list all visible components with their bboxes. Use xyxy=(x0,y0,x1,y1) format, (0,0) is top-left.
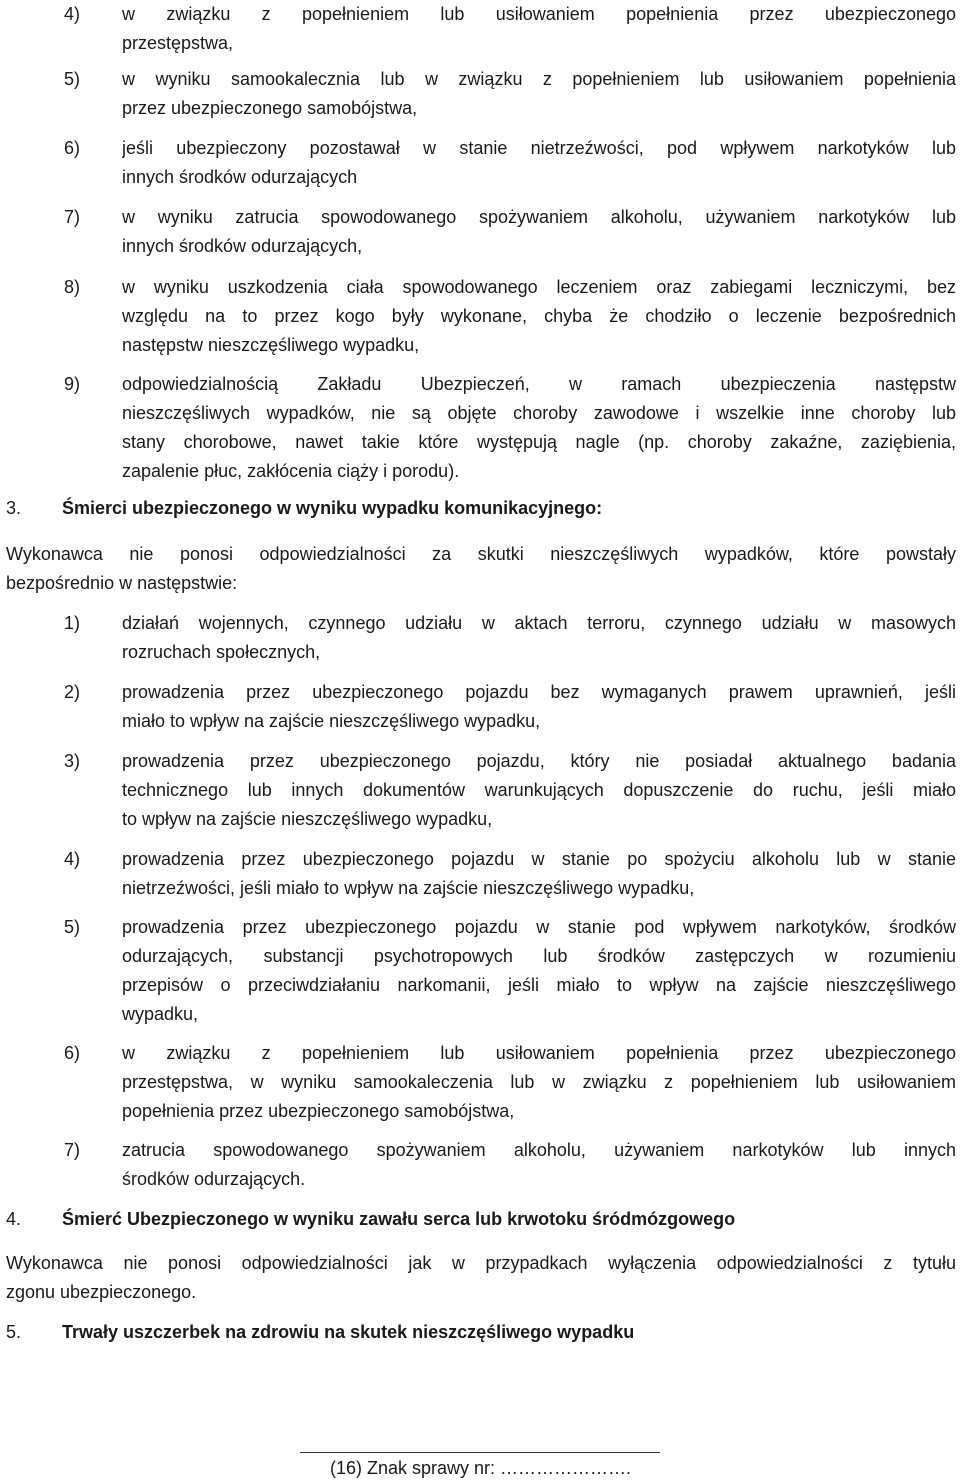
text-line: przepisów o przeciwdziałaniu narkomanii, jeśli miało to wpływ na zajście nieszczęśliwego xyxy=(122,975,956,995)
text-line: przez ubezpieczonego samobójstwa, xyxy=(122,98,418,118)
text-line: przestępstwa, xyxy=(122,33,234,53)
text-line: w wyniku samookalecznia lub w związku z popełnieniem lub usiłowaniem popełnienia xyxy=(122,69,956,89)
section-number: 3. xyxy=(6,498,22,518)
text-line: nietrzeźwości, jeśli miało to wpływ na zajście nieszczęśliwego wypadku, xyxy=(122,878,695,898)
list-item-number: 6) xyxy=(64,1043,81,1063)
footer-divider xyxy=(300,1452,660,1453)
section-number: 4. xyxy=(6,1209,22,1229)
list-item-text xyxy=(122,370,956,486)
section-number: 5. xyxy=(6,1322,22,1342)
text-line: technicznego lub innych dokumentów warunkujących dopuszczenie do ruchu, jeśli miało xyxy=(122,780,956,800)
list-item-text xyxy=(122,913,956,1029)
text-line: w związku z popełnieniem lub usiłowaniem popełnienia przez ubezpieczonego xyxy=(122,4,956,24)
text-line: zapalenie płuc, zakłócenia ciąży i porodu). xyxy=(122,461,460,481)
text-line: rozruchach społecznych, xyxy=(122,642,321,662)
list-item-text xyxy=(122,1039,956,1126)
section-heading xyxy=(6,494,956,523)
text-line: wypadku, xyxy=(122,1004,199,1024)
text-line: innych środków odurzających, xyxy=(122,236,363,256)
section-intro xyxy=(6,540,956,598)
list-item-text xyxy=(122,845,956,903)
section-heading xyxy=(6,1318,956,1347)
text-line: prowadzenia przez ubezpieczonego pojazdu, który nie posiadał aktualnego badania xyxy=(122,751,956,771)
text-line: prowadzenia przez ubezpieczonego pojazdu w stanie pod wpływem narkotyków, środków xyxy=(122,917,956,937)
text-line: względu na to przez kogo były wykonane, chyba że chodziło o leczenie bezpośrednich xyxy=(122,306,956,326)
text-line: przestępstwa, w wyniku samookaleczenia lub w związku z popełnieniem lub usiłowaniem xyxy=(122,1072,956,1092)
text-line: odpowiedzialnością Zakładu Ubezpieczeń, w ramach ubezpieczenia następstw xyxy=(122,374,956,394)
list-item-number: 2) xyxy=(64,682,81,702)
text-line: w wyniku zatrucia spowodowanego spożywaniem alkoholu, używaniem narkotyków lub xyxy=(122,207,956,227)
list-item-text xyxy=(122,273,956,360)
list-item-number: 3) xyxy=(64,751,81,771)
list-item-text xyxy=(122,678,956,736)
list-item-text xyxy=(122,1136,956,1194)
text-line: w wyniku uszkodzenia ciała spowodowanego leczeniem oraz zabiegami leczniczymi, bez xyxy=(122,277,956,297)
section-title: Trwały uszczerbek na zdrowiu na skutek nieszczęśliwego wypadku xyxy=(62,1322,635,1342)
section-title: Śmierć Ubezpieczonego w wyniku zawału serca lub krwotoku śródmózgowego xyxy=(62,1209,736,1229)
page-footer: (16) Znak sprawy nr: …………………. xyxy=(330,1458,632,1478)
text-line: stany chorobowe, nawet takie które występują nagle (np. choroby zakaźne, zaziębienia, xyxy=(122,432,956,452)
list-item-number: 4) xyxy=(64,4,81,24)
list-item-text xyxy=(122,134,956,192)
list-item-number: 9) xyxy=(64,374,81,394)
section-title: Śmierci ubezpieczonego w wyniku wypadku komunikacyjnego: xyxy=(62,498,603,518)
list-item-text xyxy=(122,203,956,261)
section-body xyxy=(6,1249,956,1307)
list-item-text xyxy=(122,0,956,58)
list-item-number: 7) xyxy=(64,1140,81,1160)
list-item-number: 6) xyxy=(64,138,81,158)
text-line: jeśli ubezpieczony pozostawał w stanie nietrzeźwości, pod wpływem narkotyków lub xyxy=(122,138,956,158)
list-item-number: 5) xyxy=(64,917,81,937)
text-line: zatrucia spowodowanego spożywaniem alkoholu, używaniem narkotyków lub innych xyxy=(122,1140,956,1160)
text-line: w związku z popełnieniem lub usiłowaniem popełnienia przez ubezpieczonego xyxy=(122,1043,956,1063)
text-line: nieszczęśliwych wypadków, nie są objęte choroby zawodowe i wszelkie inne choroby lub xyxy=(122,403,956,423)
list-item-text xyxy=(122,65,956,123)
text-line: środków odurzających. xyxy=(122,1169,306,1189)
text-line: prowadzenia przez ubezpieczonego pojazdu bez wymaganych prawem uprawnień, jeśli xyxy=(122,682,956,702)
section-heading xyxy=(6,1205,956,1234)
list-item-number: 4) xyxy=(64,849,81,869)
text-line: popełnienia przez ubezpieczonego samobójstwa, xyxy=(122,1101,515,1121)
list-item-text xyxy=(122,747,956,834)
list-item-number: 8) xyxy=(64,277,81,297)
text-line: działań wojennych, czynnego udziału w aktach terroru, czynnego udziału w masowych xyxy=(122,613,956,633)
text-line: Wykonawca nie ponosi odpowiedzialności jak w przypadkach wyłączenia odpowiedzialności z tytułu xyxy=(6,1253,956,1273)
text-line: następstw nieszczęśliwego wypadku, xyxy=(122,335,420,355)
text-line: prowadzenia przez ubezpieczonego pojazdu w stanie po spożyciu alkoholu lub w stanie xyxy=(122,849,956,869)
list-item-number: 7) xyxy=(64,207,81,227)
text-line: zgonu ubezpieczonego. xyxy=(6,1282,197,1302)
list-item-number: 1) xyxy=(64,613,81,633)
text-line: odurzających, substancji psychotropowych lub środków zastępczych w rozumieniu xyxy=(122,946,956,966)
text-line: Wykonawca nie ponosi odpowiedzialności za skutki nieszczęśliwych wypadków, które powstały xyxy=(6,544,956,564)
text-line: innych środków odurzających xyxy=(122,167,358,187)
text-line: bezpośrednio w następstwie: xyxy=(6,573,238,593)
text-line: miało to wpływ na zajście nieszczęśliwego wypadku, xyxy=(122,711,541,731)
list-item-number: 5) xyxy=(64,69,81,89)
list-item-text xyxy=(122,609,956,667)
text-line: to wpływ na zajście nieszczęśliwego wypadku, xyxy=(122,809,493,829)
